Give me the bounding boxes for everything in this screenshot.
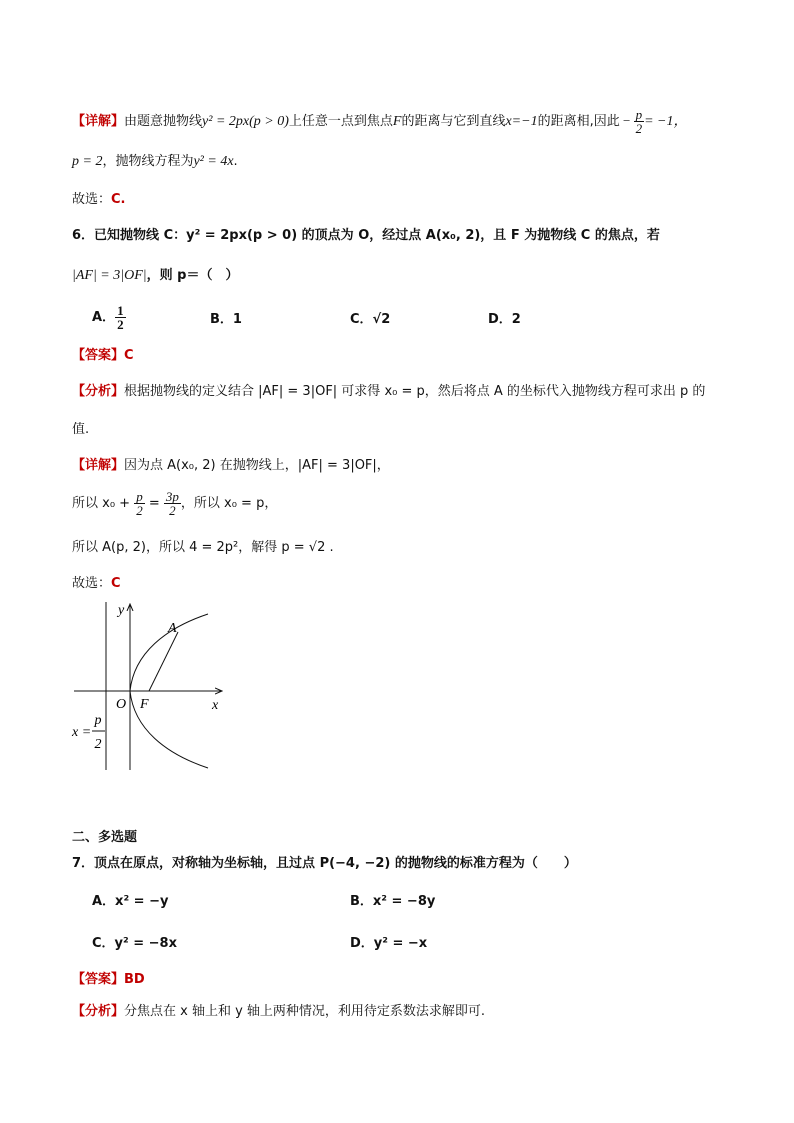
- q6-stem-line2: |AF| = 3|OF|，则 p＝（ ）: [72, 268, 239, 283]
- q6-analysis-line1: 【分析】根据抛物线的定义结合 |AF| = 3|OF| 可求得 x₀ = p，然后将点 A 的坐标代入抛物线方程可求出 p 的: [72, 384, 706, 399]
- parabola-figure: [66, 598, 236, 778]
- q6-option-c: C．√2: [350, 312, 391, 327]
- x-axis-label: x: [212, 698, 219, 713]
- directrix-num: p: [94, 713, 102, 728]
- detail-tag: 【详解】: [72, 114, 125, 129]
- y-axis-label: y: [118, 603, 125, 618]
- origin-label: O: [116, 697, 127, 712]
- q6-option-b: B．1: [210, 312, 242, 327]
- q7-option-c: C．y² = −8x: [92, 936, 177, 951]
- q6-option-d: D．2: [488, 312, 521, 327]
- section-title: 二、多选题: [72, 830, 138, 845]
- directrix-label: x =: [72, 725, 92, 740]
- segment-af: [149, 632, 178, 691]
- fraction: $\frac{p}{2}$: [635, 107, 643, 136]
- q5-detail-line1: 【详解】由题意抛物线y² = 2px(p > 0)上任意一点到焦点F的距离与它到直线x=−1的距离相,因此 − $\frac{p}{2}$ = −1，: [72, 107, 688, 136]
- q7-option-a: A．x² = −y: [92, 894, 169, 909]
- point-a-label: A: [168, 621, 177, 636]
- q6-stem-line1: 6．已知抛物线 C：y² = 2px(p > 0) 的顶点为 O，经过点 A(x₀, 2)，且 F 为抛物线 C 的焦点，若: [72, 228, 660, 243]
- q7-stem: 7．顶点在原点，对称轴为坐标轴，且过点 P(−4, −2) 的抛物线的标准方程为（ ）: [72, 856, 577, 871]
- q6-select: 故选：C: [72, 576, 121, 591]
- directrix-den: 2: [94, 737, 102, 752]
- q7-answer: 【答案】BD: [72, 972, 145, 987]
- focus-label: F: [140, 697, 149, 712]
- q7-analysis: 【分析】分焦点在 x 轴上和 y 轴上两种情况，利用待定系数法求解即可.: [72, 1004, 486, 1019]
- q6-detail-line3: 所以 A(p, 2)，所以 4 = 2p²，解得 p = √2 .: [72, 540, 334, 555]
- q6-analysis-line2: 值.: [72, 422, 90, 437]
- q6-answer: 【答案】C: [72, 348, 134, 363]
- q5-detail-line2: p = 2，抛物线方程为y² = 4x.: [72, 154, 238, 169]
- q5-select: 故选：C.: [72, 192, 126, 207]
- q6-option-a: A． $\frac{1}{2}$: [92, 303, 124, 332]
- q6-detail-line2: 所以 x₀ + $\frac{p}{2}$ = $\frac{3p}{2}$ ，所以 x₀ = p，: [72, 489, 278, 518]
- q6-detail-line1: 【详解】因为点 A(x₀, 2) 在抛物线上，|AF| = 3|OF|，: [72, 458, 390, 473]
- q7-option-b: B．x² = −8y: [350, 894, 436, 909]
- q7-option-d: D．y² = −x: [350, 936, 428, 951]
